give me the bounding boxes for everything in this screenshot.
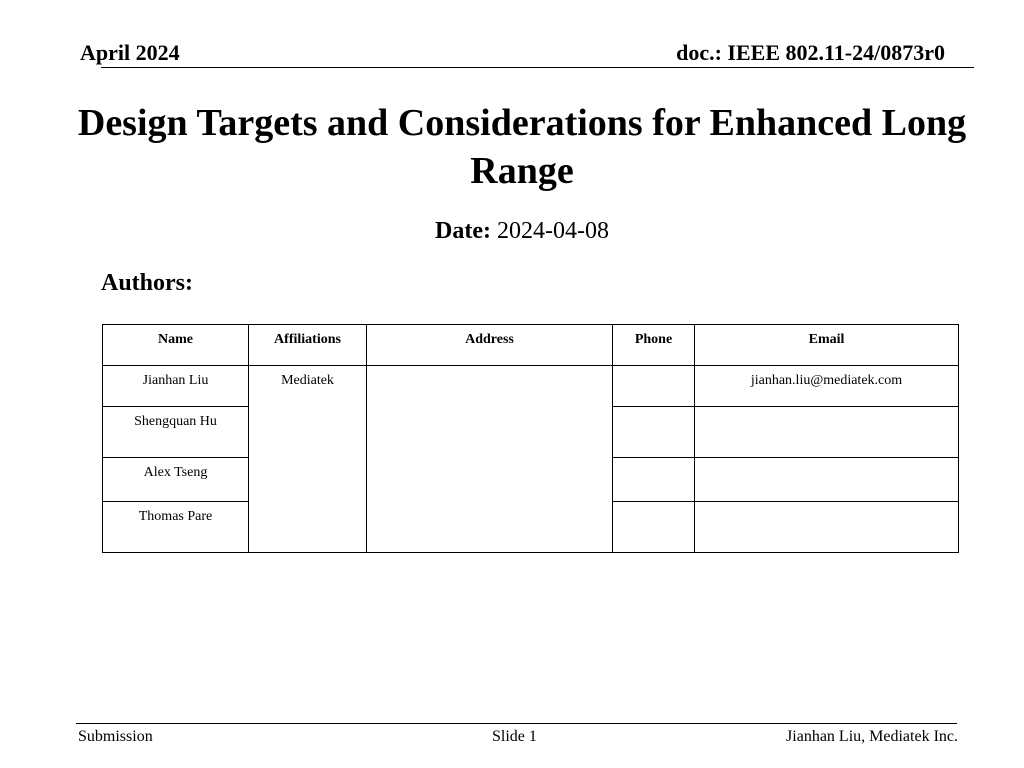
email-cell [695,502,959,553]
header-address: Address [367,325,613,366]
title-line-2: Range [470,150,574,192]
authors-table [102,324,959,553]
table-header-row [103,325,959,366]
email-cell: jianhan.liu@mediatek.com [695,366,959,407]
phone-cell [613,407,695,458]
phone-cell [613,366,695,407]
footer-divider [76,723,957,724]
date-label: Date: [435,218,491,244]
date-value: 2024-04-08 [490,218,609,244]
email-cell [695,407,959,458]
header-phone: Phone [613,325,695,366]
phone-cell [613,458,695,502]
authors-heading: Authors: [101,270,194,296]
table-row [103,366,959,407]
header-doc-id: doc.: IEEE 802.11-24/0873r0 [676,40,945,65]
author-name: Jianhan Liu [103,366,249,407]
address-cell [367,366,613,553]
footer-slide-number: Slide 1 [492,728,537,745]
email-cell [695,458,959,502]
affiliation-cell: Mediatek [249,366,367,553]
author-name: Thomas Pare [103,502,249,553]
header-name: Name [103,325,249,366]
footer-submission: Submission [78,728,153,745]
slide-title [0,99,1024,195]
phone-cell [613,502,695,553]
header-divider [101,67,974,68]
author-name: Alex Tseng [103,458,249,502]
header-affiliations: Affiliations [249,325,367,366]
header-email: Email [695,325,959,366]
header-date: April 2024 [80,40,180,65]
author-name: Shengquan Hu [103,407,249,458]
title-line-1: Design Targets and Considerations for Enhanced Long [77,102,967,144]
footer-author: Jianhan Liu, Mediatek Inc. [786,728,958,745]
date-line [0,218,1024,245]
